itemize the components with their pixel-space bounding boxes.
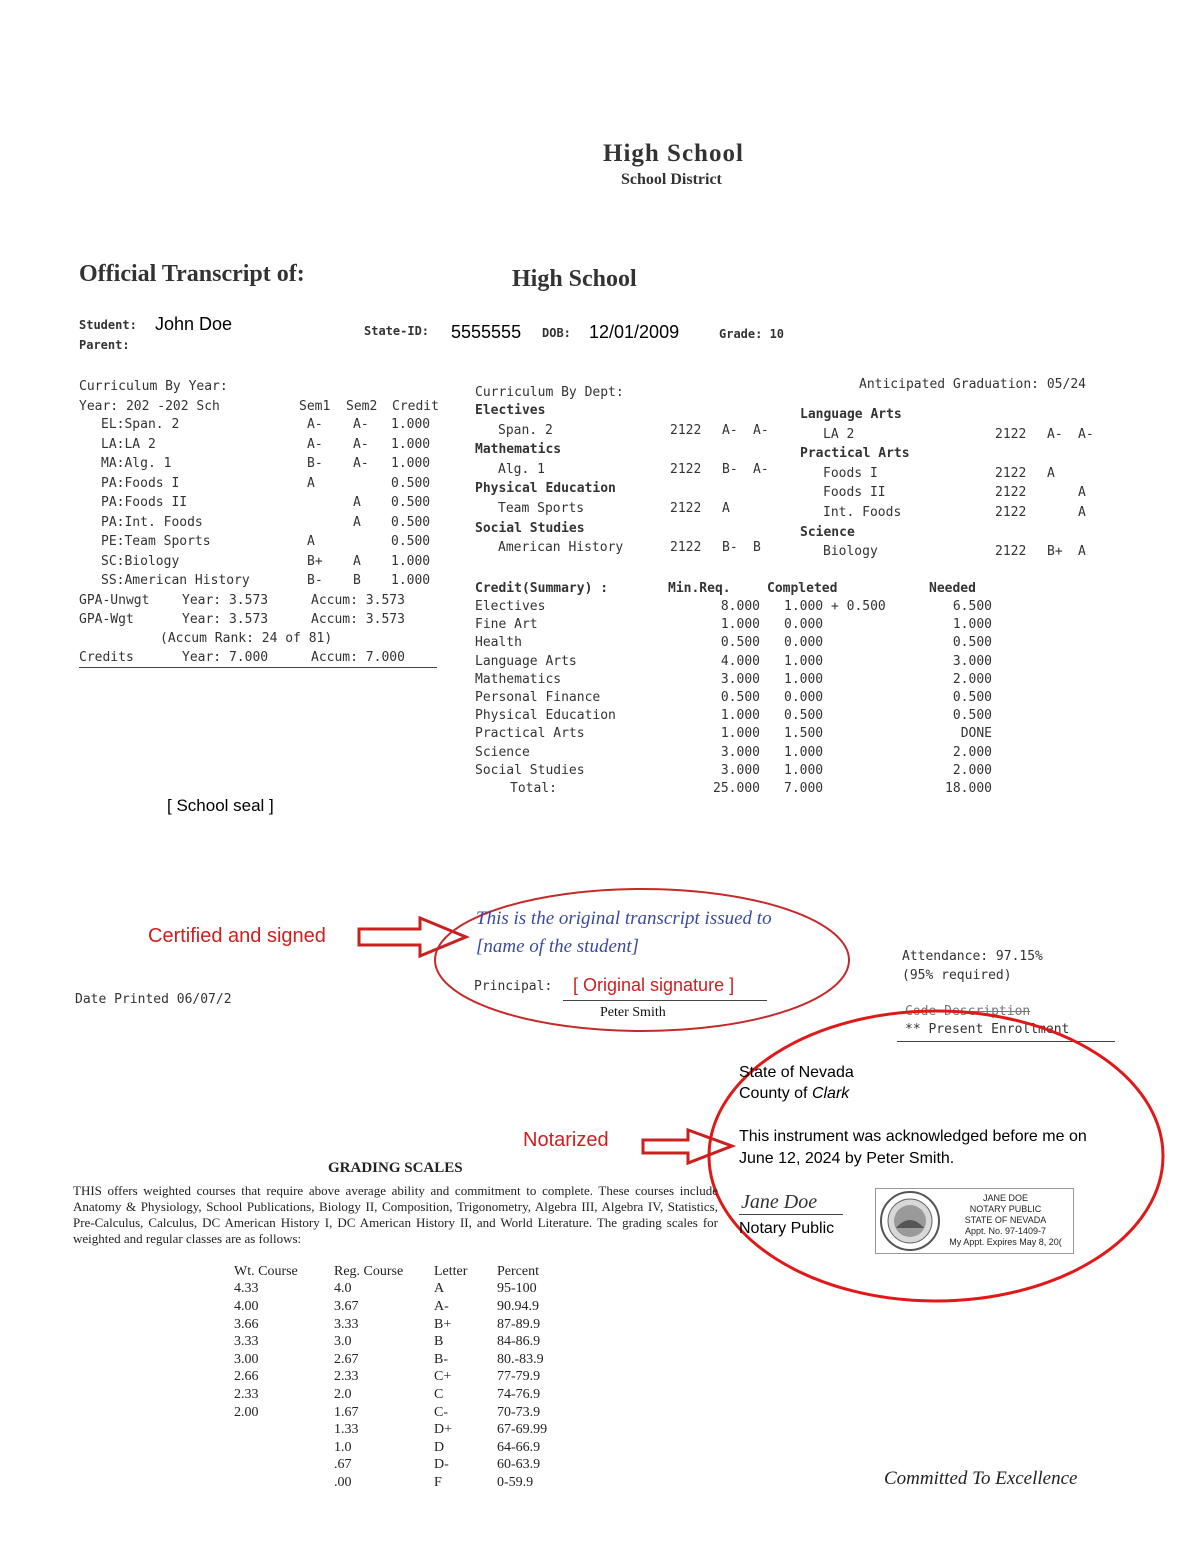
grade-label: Grade: 10 <box>719 327 785 341</box>
dept-course-year: 2122 <box>995 426 1027 442</box>
dept-course-year: 2122 <box>670 501 702 516</box>
by-year-credit: 0.500 <box>391 514 431 530</box>
grading-percent: 60-63.9 <box>497 1457 541 1473</box>
school-seal-placeholder: [ School seal ] <box>167 796 274 815</box>
grading-letter: B+ <box>434 1316 452 1332</box>
parent-label: Parent: <box>79 338 130 352</box>
credit-completed: 1.000 <box>784 653 824 669</box>
grading-reg: .00 <box>334 1474 352 1490</box>
by-year-course: SC:Biology <box>101 553 180 569</box>
dept-heading: Physical Education <box>475 481 616 497</box>
credits-accum: Accum: 7.000 <box>311 650 405 665</box>
credit-area: Practical Arts <box>475 726 585 742</box>
stamp-title: NOTARY PUBLIC <box>969 1204 1042 1214</box>
by-year-credit: 1.000 <box>391 553 431 569</box>
credit-summary-header-area: Credit(Summary) : <box>475 581 609 596</box>
by-year-header-credit: Credit <box>392 399 439 414</box>
credit-needed: 1.000 <box>952 617 992 633</box>
grading-wt: 2.66 <box>234 1369 259 1385</box>
grading-header-wt: Wt. Course <box>234 1263 298 1279</box>
grading-wt: 4.00 <box>234 1298 259 1314</box>
principal-label: Principal: <box>474 979 553 994</box>
grading-wt <box>234 1439 334 1457</box>
credit-summary-header <box>475 581 976 596</box>
dept-course-sem2: A- <box>753 422 769 438</box>
dept-course: Foods I <box>823 465 878 481</box>
credit-summary-header-completed: Completed <box>767 581 838 596</box>
grading-reg: 1.33 <box>334 1422 359 1438</box>
credit-area: Science <box>475 744 530 760</box>
grading-letter: D+ <box>434 1422 453 1438</box>
transcript-school: High School <box>512 266 637 292</box>
grading-wt: 2.33 <box>234 1386 259 1402</box>
grading-row <box>234 1333 547 1351</box>
by-year-credit: 1.000 <box>391 436 431 452</box>
credit-area: Fine Art <box>475 617 538 633</box>
credit-min: 3.000 <box>720 744 760 760</box>
credit-needed: 0.500 <box>952 635 992 651</box>
grading-letter: C+ <box>434 1369 452 1385</box>
grading-percent: 74-76.9 <box>497 1386 541 1402</box>
notary-county <box>739 1085 849 1103</box>
grading-reg: 2.67 <box>334 1351 359 1367</box>
state-id-label: State-ID: <box>364 324 430 338</box>
by-year-row <box>101 554 430 569</box>
by-year-sem1: A- <box>307 436 323 452</box>
grading-reg: 3.33 <box>334 1316 359 1332</box>
by-year-header <box>79 399 439 414</box>
credit-completed: 1.500 <box>784 726 824 742</box>
by-year-row <box>101 437 430 452</box>
credit-needed: 18.000 <box>945 781 992 796</box>
grading-percent: 84-86.9 <box>497 1334 541 1350</box>
dept-heading: Social Studies <box>475 520 585 536</box>
by-year-sem1: B+ <box>307 553 323 569</box>
grading-reg: 2.0 <box>334 1386 352 1402</box>
dept-course: Foods II <box>823 485 886 501</box>
dept-course-sem2: A <box>1078 485 1086 501</box>
by-year-row <box>101 534 430 549</box>
dept-heading: Practical Arts <box>800 446 910 462</box>
by-year-row <box>101 495 430 510</box>
credit-needed: 3.000 <box>952 653 992 669</box>
by-year-course: EL:Span. 2 <box>101 417 180 432</box>
notarized-arrow-icon <box>640 1127 740 1167</box>
dept-heading: Science <box>800 524 855 540</box>
grading-row <box>234 1369 547 1387</box>
notary-seal-icon <box>879 1190 941 1252</box>
grading-letter: B- <box>434 1351 448 1367</box>
by-year-course: MA:Alg. 1 <box>101 456 172 471</box>
grading-paragraph: THIS offers weighted courses that require above average ability and commitment to complete. These courses include Anatomy & Physiology, School Publications, Biology II, Composition, Trigonometry, Algebra III, Algebra IV, Statistics, Pre-Calculus, Calculus, DC American History I, DC American History II, and World Literature. The grading scales for weighted and regular classes are as follows: <box>73 1183 718 1246</box>
grading-table <box>234 1263 547 1492</box>
accum-rank: (Accum Rank: 24 of 81) <box>160 631 333 646</box>
dept-course: American History <box>498 540 624 556</box>
state-id-value: 5555555 <box>451 322 522 342</box>
grading-header-percent: Percent <box>497 1263 539 1279</box>
grading-percent: 77-79.9 <box>497 1369 541 1385</box>
credit-summary-header-min: Min.Req. <box>668 581 731 596</box>
notary-stamp <box>875 1188 1074 1254</box>
by-year-header-year: Year: 202 -202 Sch <box>79 399 220 414</box>
by-year-course: SS:American History <box>101 573 250 588</box>
credit-needed: 2.000 <box>952 744 992 760</box>
credit-min: 3.000 <box>720 671 760 687</box>
grading-wt <box>234 1421 334 1439</box>
code-description: Code Description <box>905 1004 1031 1019</box>
grading-wt: 2.00 <box>234 1404 259 1420</box>
dept-course-sem1: B- <box>722 461 738 477</box>
by-year-row <box>101 515 430 530</box>
by-year-credit: 0.500 <box>391 495 431 510</box>
dept-course-sem1: B+ <box>1047 544 1063 560</box>
grading-row <box>234 1457 547 1475</box>
notary-county-prefix: County of <box>739 1085 808 1102</box>
by-year-sem2: A- <box>353 436 369 452</box>
credit-min: 8.000 <box>720 599 760 614</box>
gpa-wgt-year: Year: 3.573 <box>182 612 269 627</box>
dept-course-year: 2122 <box>670 540 702 556</box>
principal-signature: [ Original signature ] <box>573 975 735 995</box>
dept-course-year: 2122 <box>995 505 1027 520</box>
dept-heading: Language Arts <box>800 407 902 422</box>
credit-min: 1.000 <box>720 617 760 633</box>
gpa-unwgt-accum: Accum: 3.573 <box>311 593 405 608</box>
notary-acknowledgment-1: This instrument was acknowledged before me on <box>739 1128 1087 1145</box>
grading-row <box>234 1316 547 1334</box>
principal-name: Peter Smith <box>600 1005 666 1020</box>
credit-needed: DONE <box>960 726 992 742</box>
credit-area: Mathematics <box>475 671 562 687</box>
by-year-credit: 1.000 <box>391 573 431 588</box>
grading-reg: 1.0 <box>334 1439 352 1455</box>
grading-row <box>234 1298 547 1316</box>
grading-wt: 3.00 <box>234 1351 259 1367</box>
dept-course-year: 2122 <box>995 485 1027 501</box>
dob-value: 12/01/2009 <box>589 322 680 342</box>
by-year-sem1: A- <box>307 417 323 432</box>
credit-completed: 1.000 + 0.500 <box>784 599 886 614</box>
by-year-course: PA:Int. Foods <box>101 514 203 530</box>
grading-wt: 3.66 <box>234 1316 259 1332</box>
credits-row <box>79 650 405 665</box>
grading-letter: B <box>434 1334 444 1350</box>
grading-reg: 1.67 <box>334 1404 359 1420</box>
by-year-credit: 0.500 <box>391 475 431 491</box>
grading-percent: 67-69.99 <box>497 1422 548 1438</box>
dept-course-sem2: A <box>1078 505 1086 520</box>
credit-completed: 7.000 <box>784 781 824 796</box>
credit-completed: 1.000 <box>784 671 824 687</box>
credit-area: Electives <box>475 599 546 614</box>
by-year-course: PA:Foods I <box>101 475 180 491</box>
credit-min: 1.000 <box>720 726 760 742</box>
dept-course: Span. 2 <box>498 422 553 438</box>
by-year-course: PE:Team Sports <box>101 534 211 549</box>
credit-min: 0.500 <box>720 690 760 705</box>
district-name: School District <box>621 171 722 188</box>
credit-needed: 2.000 <box>952 671 992 687</box>
grading-reg: 2.33 <box>334 1369 359 1385</box>
dept-course-sem2: A- <box>1078 426 1094 442</box>
anticipated-graduation: Anticipated Graduation: 05/24 <box>859 377 1086 392</box>
gpa-wgt-label: GPA-Wgt <box>79 612 134 627</box>
grading-reg: 3.67 <box>334 1298 359 1314</box>
credit-area: Social Studies <box>475 762 585 778</box>
grading-percent: 80.-83.9 <box>497 1351 544 1367</box>
grading-row <box>234 1351 547 1369</box>
by-year-credit: 0.500 <box>391 534 431 549</box>
grading-percent: 90.94.9 <box>497 1298 539 1314</box>
present-enrollment: ** Present Enrollment <box>905 1022 1070 1037</box>
grading-percent: 95-100 <box>497 1281 537 1297</box>
credit-completed: 0.000 <box>784 690 824 705</box>
dept-course: Int. Foods <box>823 505 902 520</box>
by-year-sem2: A <box>353 553 361 569</box>
gpa-wgt-row <box>79 612 405 627</box>
grading-reg: .67 <box>334 1457 352 1473</box>
grading-row <box>234 1281 547 1299</box>
gpa-unwgt-year: Year: 3.573 <box>182 593 269 608</box>
dept-course-year: 2122 <box>670 422 702 438</box>
dept-course-sem1: B- <box>722 540 738 556</box>
dept-course-sem1: A <box>722 501 730 516</box>
grading-header-reg: Reg. Course <box>334 1263 404 1279</box>
credit-area: Health <box>475 635 522 651</box>
by-year-sem1: A <box>307 534 315 549</box>
credit-needed: 2.000 <box>952 762 992 778</box>
by-year-row <box>101 476 430 491</box>
grading-percent: 87-89.9 <box>497 1316 541 1332</box>
by-dept-title: Curriculum By Dept: <box>475 385 624 400</box>
credit-completed: 0.500 <box>784 708 824 724</box>
credit-area: Physical Education <box>475 708 616 724</box>
credit-summary-header-needed: Needed <box>929 581 976 596</box>
stamp-name: JANE DOE <box>982 1193 1028 1203</box>
dept-course-year: 2122 <box>995 465 1027 481</box>
by-year-credit: 1.000 <box>391 456 431 471</box>
grading-letter: C <box>434 1386 444 1402</box>
credits-label: Credits <box>79 650 134 665</box>
by-year-sem1 <box>307 515 353 530</box>
grading-percent: 0-59.9 <box>497 1474 534 1490</box>
by-year-title: Curriculum By Year: <box>79 379 228 394</box>
grading-percent: 64-66.9 <box>497 1439 541 1455</box>
certified-statement: This is the original transcript issued to [name of the student] <box>476 908 772 957</box>
dept-course: Alg. 1 <box>498 461 545 477</box>
certified-label: Certified and signed <box>148 925 326 947</box>
grading-letter: C- <box>434 1404 448 1420</box>
credit-needed: 0.500 <box>952 708 992 724</box>
school-motto: Committed To Excellence <box>884 1468 1078 1489</box>
attendance: Attendance: 97.15% <box>902 949 1043 964</box>
dept-course-sem1: A <box>1047 465 1055 481</box>
by-year-header-sem1: Sem1 <box>299 399 331 414</box>
grading-wt <box>234 1474 334 1492</box>
grading-header-row <box>234 1263 547 1281</box>
grading-reg: 3.0 <box>334 1334 352 1350</box>
student-name: John Doe <box>155 314 233 334</box>
credit-completed: 1.000 <box>784 762 824 778</box>
grading-row <box>234 1421 547 1439</box>
dept-course: Biology <box>823 544 878 560</box>
credits-year: Year: 7.000 <box>182 650 269 665</box>
dept-heading: Electives <box>475 403 546 418</box>
stamp-appt: Appt. No. 97-1409-7 <box>964 1226 1047 1236</box>
credit-needed: 6.500 <box>952 599 992 614</box>
attendance-required: (95% required) <box>902 968 1012 983</box>
notary-signature-line <box>739 1214 843 1215</box>
by-year-sem2: A- <box>353 456 369 471</box>
dob-label: DOB: <box>542 326 571 340</box>
by-year-sem1: A <box>307 475 315 491</box>
grading-title: GRADING SCALES <box>328 1160 463 1176</box>
notary-signature: Jane Doe <box>741 1191 818 1213</box>
transcript-title: Official Transcript of: <box>79 261 305 287</box>
by-year-course: LA:LA 2 <box>101 436 156 452</box>
dept-course-sem1: A- <box>722 422 738 438</box>
grading-letter: D- <box>434 1457 449 1473</box>
grading-letter: A <box>434 1281 445 1297</box>
notary-acknowledgment-2: June 12, 2024 by Peter Smith. <box>739 1150 955 1167</box>
date-printed: Date Printed 06/07/2 <box>75 992 232 1007</box>
grading-header-letter: Letter <box>434 1263 468 1279</box>
credit-needed: 0.500 <box>952 690 992 705</box>
by-year-row <box>101 573 430 588</box>
credit-min: 1.000 <box>720 708 760 724</box>
credit-completed: 0.000 <box>784 635 824 651</box>
signature-line <box>563 1000 767 1001</box>
grading-letter: D <box>434 1439 445 1455</box>
by-year-sem2: A <box>353 514 361 530</box>
grading-wt: 3.33 <box>234 1334 259 1350</box>
by-year-sem2: B <box>353 573 361 588</box>
stamp-expires: My Appt. Expires May 8, 20( <box>949 1237 1062 1247</box>
dept-course-sem2: A <box>1078 544 1086 560</box>
credit-min: 25.000 <box>713 781 760 796</box>
dept-heading: Mathematics <box>475 442 562 458</box>
grading-reg: 4.0 <box>334 1281 352 1297</box>
grading-row <box>234 1439 547 1457</box>
dept-course-sem2: A- <box>753 461 769 477</box>
credit-area: Total: <box>510 781 557 796</box>
grading-wt <box>234 1457 334 1475</box>
gpa-wgt-accum: Accum: 3.573 <box>311 612 405 627</box>
dept-course-sem2: B <box>753 540 761 556</box>
by-year-sem1: B- <box>307 573 323 588</box>
grading-letter: F <box>434 1474 442 1490</box>
by-year-sem2 <box>353 476 391 491</box>
dept-course: Team Sports <box>498 501 585 516</box>
notary-county-name: Clark <box>811 1085 850 1102</box>
gpa-unwgt-label: GPA-Unwgt <box>79 593 150 608</box>
dept-course-sem1: A- <box>1047 426 1063 442</box>
grading-letter: A- <box>434 1298 449 1314</box>
school-name: High School <box>603 140 744 167</box>
dept-course: LA 2 <box>823 426 855 442</box>
credits-rule <box>79 667 437 668</box>
by-year-header-sem2: Sem2 <box>346 399 378 414</box>
gpa-unwgt-row <box>79 593 405 608</box>
credit-min: 0.500 <box>720 635 760 651</box>
by-year-credit: 1.000 <box>391 417 431 432</box>
notary-title: Notary Public <box>739 1220 835 1237</box>
credit-completed: 1.000 <box>784 744 824 760</box>
by-year-sem1 <box>307 495 353 510</box>
by-year-row <box>101 417 430 432</box>
by-year-sem1: B- <box>307 456 323 471</box>
grading-row <box>234 1386 547 1404</box>
credit-completed: 0.000 <box>784 617 824 633</box>
notary-stamp-text <box>938 1193 1073 1248</box>
by-year-row <box>101 456 430 471</box>
by-year-course: PA:Foods II <box>101 495 188 510</box>
by-year-sem2: A <box>353 495 361 510</box>
student-label: Student: <box>79 318 137 332</box>
by-year-sem2 <box>353 534 391 549</box>
credit-area: Language Arts <box>475 653 577 669</box>
grading-percent: 70-73.9 <box>497 1404 541 1420</box>
notarized-label: Notarized <box>523 1129 609 1151</box>
dept-course-year: 2122 <box>670 461 702 477</box>
grading-row <box>234 1474 547 1492</box>
grading-row <box>234 1404 547 1422</box>
credit-min: 4.000 <box>720 653 760 669</box>
stamp-state: STATE OF NEVADA <box>964 1215 1047 1225</box>
credit-min: 3.000 <box>720 762 760 778</box>
grading-wt: 4.33 <box>234 1281 259 1297</box>
by-year-sem2: A- <box>353 417 369 432</box>
dept-course-year: 2122 <box>995 544 1027 560</box>
notary-state: State of Nevada <box>739 1064 854 1081</box>
credit-area: Personal Finance <box>475 690 601 705</box>
